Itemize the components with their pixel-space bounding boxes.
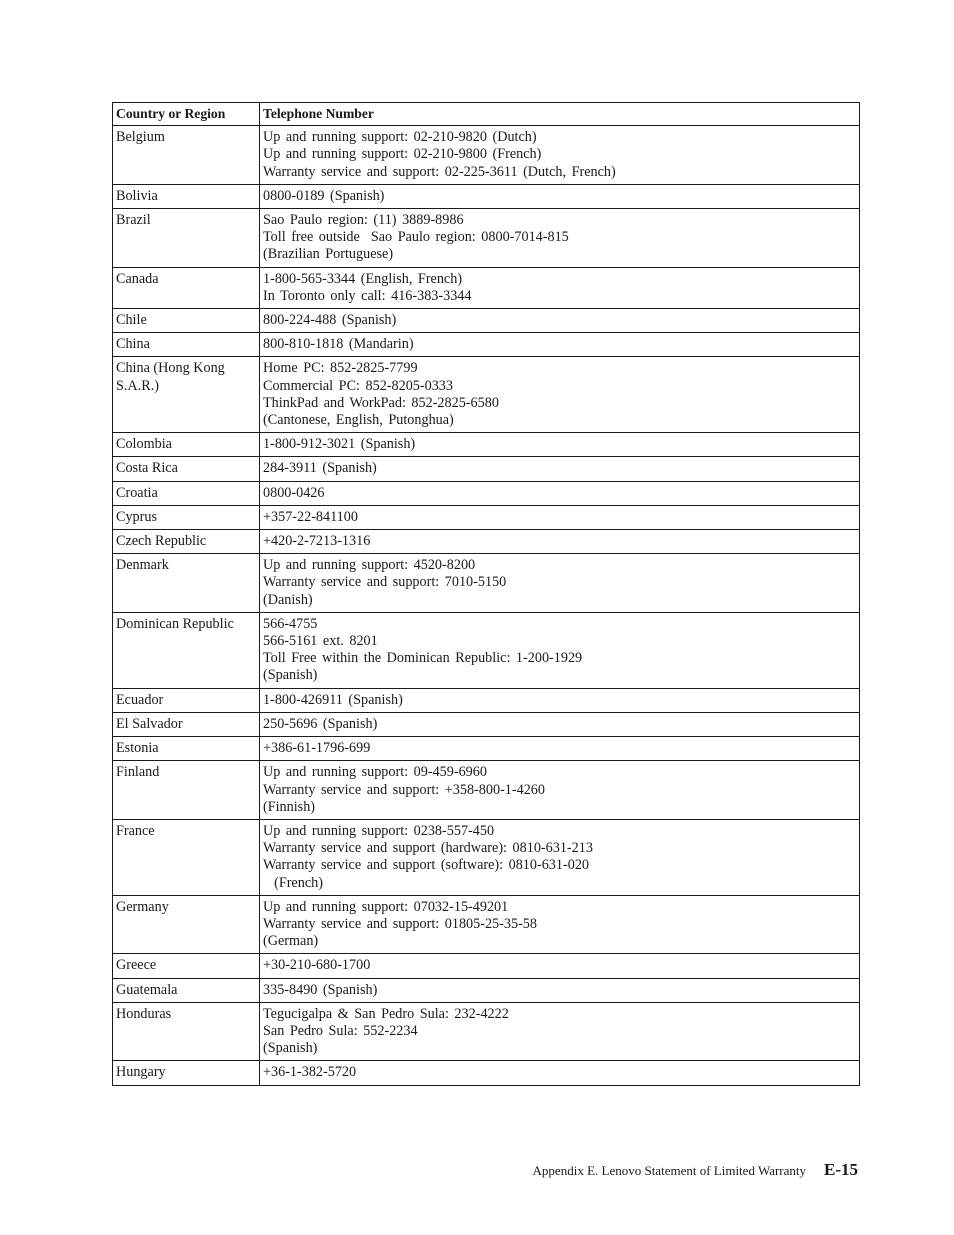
- telephone-cell: [260, 333, 860, 357]
- telephone-cell: [260, 267, 860, 308]
- country-cell: Colombia: [113, 433, 260, 457]
- country-cell: China: [113, 333, 260, 357]
- telephone-line: Warranty service and support: +358-800-1-4260: [263, 781, 545, 798]
- telephone-line: (Spanish): [263, 1040, 318, 1057]
- telephone-line: 335-8490 (Spanish): [263, 981, 378, 998]
- country-cell: Czech Republic: [113, 530, 260, 554]
- telephone-cell: [260, 978, 860, 1002]
- telephone-line: 250-5696 (Spanish): [263, 715, 378, 732]
- telephone-line: Warranty service and support: 02-225-3611 (Dutch, French): [263, 163, 616, 180]
- telephone-line: +357-22-841100: [263, 508, 358, 525]
- table-row: [113, 309, 860, 333]
- country-cell: Croatia: [113, 481, 260, 505]
- country-cell: Bolivia: [113, 184, 260, 208]
- country-cell: Greece: [113, 954, 260, 978]
- telephone-line: 800-224-488 (Spanish): [263, 312, 397, 329]
- telephone-cell: [260, 505, 860, 529]
- telephone-cell: [260, 1002, 860, 1061]
- column-header-telephone: Telephone Number: [260, 103, 860, 126]
- telephone-line: Warranty service and support (software): 0810-631-020: [263, 857, 590, 874]
- country-cell: Costa Rica: [113, 457, 260, 481]
- table-row: [113, 530, 860, 554]
- table-row: [113, 712, 860, 736]
- table-row: [113, 1061, 860, 1085]
- country-cell: Hungary: [113, 1061, 260, 1085]
- telephone-line: (Danish): [263, 591, 313, 608]
- telephone-line: Up and running support: 02-210-9820 (Dutch): [263, 129, 537, 146]
- country-cell: Canada: [113, 267, 260, 308]
- table-row: [113, 357, 860, 433]
- telephone-cell: [260, 357, 860, 433]
- column-header-country: Country or Region: [113, 103, 260, 126]
- telephone-line: (Cantonese, English, Putonghua): [263, 412, 454, 429]
- telephone-line: Warranty service and support: 01805-25-35-58: [263, 915, 537, 932]
- table-row: [113, 184, 860, 208]
- country-cell: Denmark: [113, 554, 260, 613]
- country-cell: Belgium: [113, 126, 260, 185]
- telephone-line: ThinkPad and WorkPad: 852-2825-6580: [263, 394, 499, 411]
- country-cell: Guatemala: [113, 978, 260, 1002]
- telephone-line: Commercial PC: 852-8205-0333: [263, 377, 453, 394]
- telephone-cell: [260, 209, 860, 268]
- table-row: [113, 333, 860, 357]
- telephone-line: (French): [263, 874, 323, 891]
- country-cell: Cyprus: [113, 505, 260, 529]
- table-row: [113, 209, 860, 268]
- telephone-cell: [260, 481, 860, 505]
- telephone-cell: [260, 1061, 860, 1085]
- telephone-cell: [260, 954, 860, 978]
- telephone-cell: [260, 126, 860, 185]
- telephone-cell: [260, 309, 860, 333]
- table-row: [113, 1002, 860, 1061]
- table-row: [113, 267, 860, 308]
- table-row: [113, 126, 860, 185]
- telephone-line: Warranty service and support (hardware): 0810-631-213: [263, 840, 593, 857]
- telephone-line: Up and running support: 4520-8200: [263, 557, 476, 574]
- telephone-line: +36-1-382-5720: [263, 1064, 357, 1081]
- telephone-line: Up and running support: 0238-557-450: [263, 822, 495, 839]
- telephone-cell: [260, 184, 860, 208]
- telephone-line: +30-210-680-1700: [263, 957, 371, 974]
- telephone-line: Warranty service and support: 7010-5150: [263, 574, 507, 591]
- telephone-line: 0800-0189 (Spanish): [263, 187, 385, 204]
- telephone-cell: [260, 688, 860, 712]
- telephone-line: Sao Paulo region: (11) 3889-8986: [263, 212, 464, 229]
- telephone-line: Tegucigalpa & San Pedro Sula: 232-4222: [263, 1005, 509, 1022]
- telephone-line: (German): [263, 933, 319, 950]
- telephone-line: In Toronto only call: 416-383-3344: [263, 287, 472, 304]
- telephone-cell: [260, 612, 860, 688]
- telephone-line: +420-2-7213-1316: [263, 533, 371, 550]
- table-row: [113, 895, 860, 954]
- country-cell: Ecuador: [113, 688, 260, 712]
- table-row: [113, 554, 860, 613]
- telephone-line: Up and running support: 09-459-6960: [263, 764, 487, 781]
- telephone-cell: [260, 712, 860, 736]
- telephone-line: (Finnish): [263, 798, 316, 815]
- telephone-line: Up and running support: 02-210-9800 (French): [263, 146, 542, 163]
- country-cell: Estonia: [113, 737, 260, 761]
- telephone-cell: [260, 554, 860, 613]
- table-row: [113, 688, 860, 712]
- table-row: [113, 481, 860, 505]
- telephone-line: (Brazilian Portuguese): [263, 246, 394, 263]
- telephone-cell: [260, 761, 860, 820]
- telephone-cell: [260, 895, 860, 954]
- country-cell: Germany: [113, 895, 260, 954]
- table-body: [113, 126, 860, 1085]
- table-row: [113, 819, 860, 895]
- telephone-line: 1-800-565-3344 (English, French): [263, 270, 463, 287]
- footer-title: Appendix E. Lenovo Statement of Limited Warranty: [532, 1163, 806, 1178]
- table-row: [113, 433, 860, 457]
- telephone-cell: [260, 530, 860, 554]
- table-row: [113, 737, 860, 761]
- table-row: [113, 761, 860, 820]
- table-header-row: [113, 103, 860, 126]
- telephone-line: Toll free outside Sao Paulo region: 0800-7014-815: [263, 229, 569, 246]
- telephone-cell: [260, 433, 860, 457]
- telephone-cell: [260, 737, 860, 761]
- page-footer: [533, 1160, 858, 1180]
- telephone-line: 284-3911 (Spanish): [263, 460, 377, 477]
- country-cell: France: [113, 819, 260, 895]
- table-row: [113, 505, 860, 529]
- telephone-line: 1-800-426911 (Spanish): [263, 691, 403, 708]
- telephone-line: (Spanish): [263, 667, 318, 684]
- telephone-line: 566-4755: [263, 615, 318, 632]
- country-cell: El Salvador: [113, 712, 260, 736]
- telephone-line: 0800-0426: [263, 484, 325, 501]
- telephone-line: Up and running support: 07032-15-49201: [263, 898, 509, 915]
- telephone-line: 566-5161 ext. 8201: [263, 633, 378, 650]
- page-number: E-15: [824, 1160, 858, 1179]
- telephone-cell: [260, 819, 860, 895]
- telephone-line: 1-800-912-3021 (Spanish): [263, 436, 416, 453]
- telephone-line: +386-61-1796-699: [263, 740, 371, 757]
- telephone-table: [112, 102, 860, 1086]
- telephone-cell: [260, 457, 860, 481]
- telephone-line: Toll Free within the Dominican Republic: 1-200-1929: [263, 650, 583, 667]
- telephone-line: 800-810-1818 (Mandarin): [263, 336, 414, 353]
- country-cell: Dominican Republic: [113, 612, 260, 688]
- country-cell: Brazil: [113, 209, 260, 268]
- telephone-line: San Pedro Sula: 552-2234: [263, 1022, 418, 1039]
- table-row: [113, 612, 860, 688]
- country-cell: China (Hong Kong S.A.R.): [113, 357, 260, 433]
- country-cell: Finland: [113, 761, 260, 820]
- country-cell: Chile: [113, 309, 260, 333]
- telephone-line: Home PC: 852-2825-7799: [263, 360, 418, 377]
- table-row: [113, 978, 860, 1002]
- country-cell: Honduras: [113, 1002, 260, 1061]
- table-row: [113, 954, 860, 978]
- table-row: [113, 457, 860, 481]
